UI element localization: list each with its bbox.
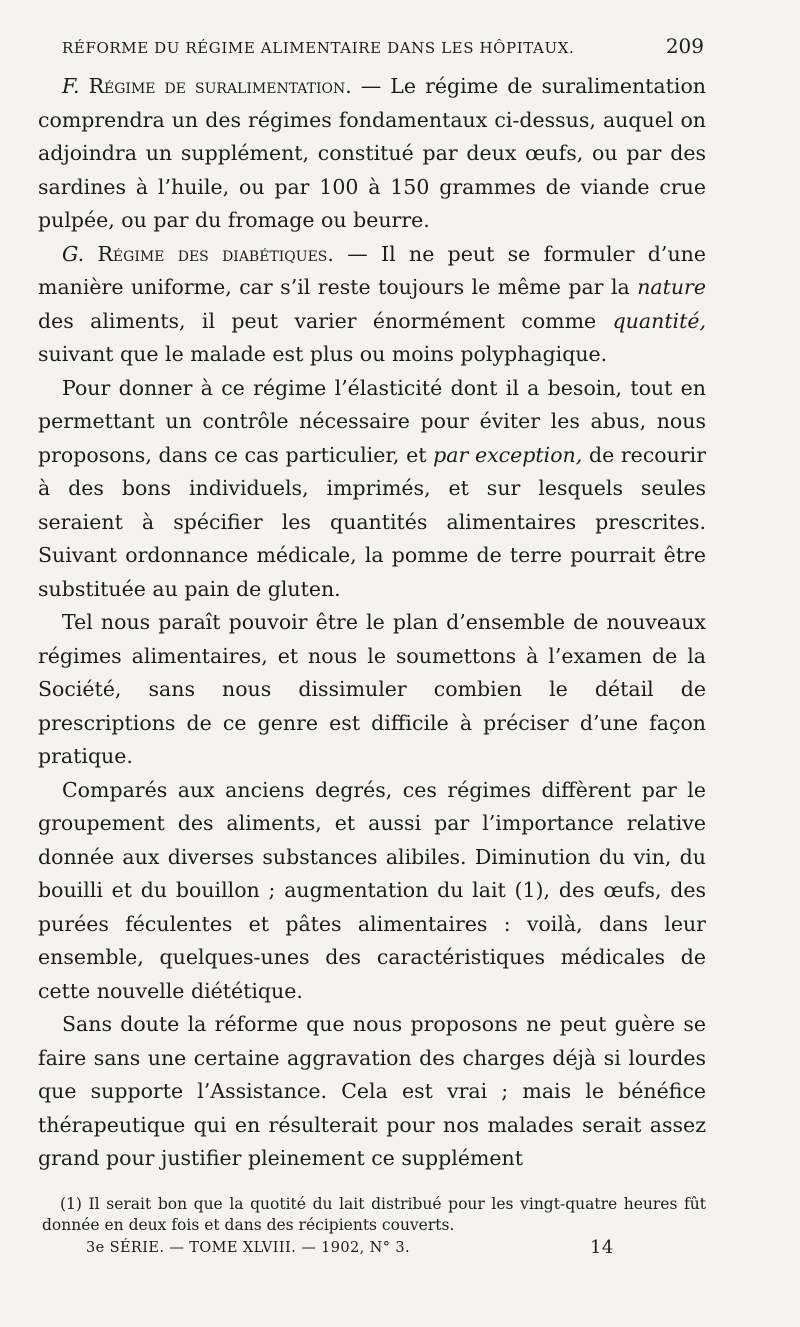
paragraph: Sans doute la réforme que nous proposons ne peut guère se faire sans une certaine aggravation des charges déjà si lourdes que supporte l’Assistance. Cela est vrai ; mais le bénéfice thérapeutique qui en résulterait pour nos malades serait assez grand pour justifier pleinement ce supplément: [38, 1012, 706, 1170]
paragraph: Tel nous paraît pouvoir être le plan d’ensemble de nouveaux régimes alimentaires, et nous le soumettons à l’examen de la Société, sans nous dissimuler combien le détail de prescriptions de ce genre est difficile à préciser d’une façon pratique.: [38, 610, 706, 768]
series-info: 3e SÉRIE. — TOME XLVIII. — 1902, N° 3.: [86, 1240, 411, 1256]
section-g-letter: G.: [62, 241, 85, 266]
paragraph: [38, 372, 706, 607]
paragraph-1-emphasis: par exception,: [433, 442, 583, 467]
section-g-text-2: des aliments, il peut varier énormément comme: [38, 308, 613, 333]
main-text: [38, 70, 706, 1176]
paragraph-1-text-a: Pour donner à ce régime l’élasticité dont il a besoin, tout en permettant un contrôle nécessaire pour éviter les abus, nous proposons, dans ce cas particulier, et: [38, 375, 706, 467]
paragraph: Comparés aux anciens degrés, ces régimes diffèrent par le groupement des aliments, et aussi par l’importance relative donnée aux diverses substances alibiles. Diminution du vin, du bouilli et du bouillon ; augmentation du lait (1), des œufs, des purées féculentes et pâtes alimentaires : voilà, dans leur ensemble, quelques-unes des caractéristiques médicales de cette nouvelle diététique.: [38, 777, 706, 1003]
section-g: [38, 238, 706, 372]
section-g-title: Régime des diabétiques.: [97, 241, 334, 266]
paragraph-1-text-b: de recourir à des bons individuels, imprimés, et sur lesquels seules seraient à spécifier les quantités alimentaires prescrites. Suivant ordonnance médicale, la pomme de terre pourrait être substituée au pain de gluten.: [38, 442, 706, 601]
running-header: [62, 34, 704, 58]
section-f: [38, 70, 706, 238]
footnote: [42, 1194, 706, 1236]
page-footer: [86, 1237, 614, 1258]
section-g-text-1: — Il ne peut se formuler d’une manière uniforme, car s’il reste toujours le même par la: [38, 241, 706, 299]
section-f-title: Régime de suralimentation.: [88, 74, 352, 98]
running-title: RÉFORME DU RÉGIME ALIMENTAIRE DANS LES HÔPITAUX.: [62, 39, 575, 57]
signature-mark: 14: [590, 1237, 614, 1258]
page-number: 209: [665, 34, 704, 58]
section-f-letter: F.: [62, 74, 80, 98]
section-f-text: — Le régime de suralimentation comprendra un des régimes fondamentaux ci-dessus, auquel on adjoindra un supplément, constitué par deux œufs, ou par des sardines à l’huile, ou par 100 à 150 grammes de viande crue pulpée, ou par du fromage ou beurre.: [38, 74, 706, 232]
section-g-em-2: quantité,: [612, 308, 706, 333]
section-g-text-3: suivant que le malade est plus ou moins polyphagique.: [38, 342, 608, 366]
section-g-em-1: nature: [637, 275, 706, 299]
footnote-text: (1) Il serait bon que la quotité du lait distribué pour les vingt-quatre heures fût donnée en deux fois et dans des récipients couverts.: [42, 1195, 706, 1234]
